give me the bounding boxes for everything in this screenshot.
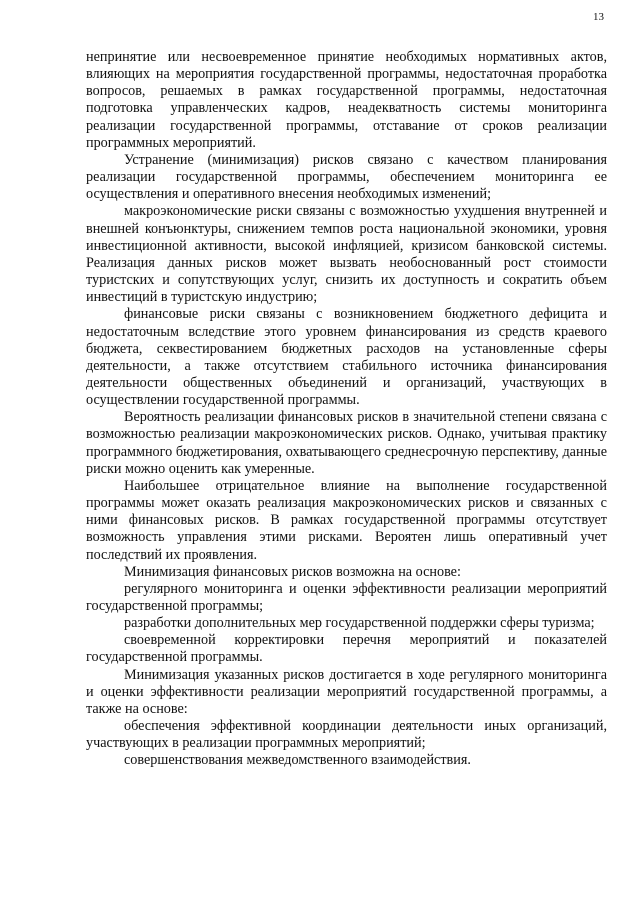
paragraph-macroeconomic-risks: макроэкономические риски связаны с возможностью ухудшения внутренней и внешней конъюнктуры, снижением темпов роста национальной экономики, уровня инвестиционной активности, высокой инфляцией, кризисом банковской системы. Реализация данных рисков может вызвать необоснованный рост стоимости туристских и сопутствующих услуг, снизить их доступность и сократить объем инвестиций в туристскую индустрию; bbox=[86, 203, 607, 306]
paragraph-greatest-negative-impact: Наибольшее отрицательное влияние на выполнение государственной программы может оказать реализация макроэкономических рисков и связанных с ними финансовых рисков. В рамках государственной программы отсутствует возможность управления этими рисками. Вероятен лишь оперативный учет последствий их проявления. bbox=[86, 477, 607, 563]
list-item-monitoring: регулярного мониторинга и оценки эффективности реализации мероприятий государственной программы; bbox=[86, 580, 607, 614]
paragraph-minimization-intro: Минимизация финансовых рисков возможна на основе: bbox=[124, 563, 461, 580]
paragraph-financial-risks: финансовые риски связаны с возникновением бюджетного дефицита и недостаточным вследствие этого уровнем финансирования из средств краевого бюджета, секвестированием бюджетных расходов на установленные сферы деятельности, а также отсутствием стабильного источника финансирования деятельности общественных объединений и организаций, участвующих в осуществлении государственной программы. bbox=[86, 306, 607, 409]
paragraph-risk-mitigation-planning: Устранение (минимизация) рисков связано с качеством планирования реализации государственной программы, обеспечением мониторинга ее осуществления и оперативного внесения необходимых изменений; bbox=[86, 151, 607, 203]
paragraph-continuation: непринятие или несвоевременное принятие необходимых нормативных актов, влияющих на мероприятия государственной программы, недостаточная проработка вопросов, решаемых в рамках государственной программы, недостаточная подготовка управленческих кадров, неадекватность системы мониторинга реализации государственной программы, отставание от сроков реализации программных мероприятий. bbox=[86, 49, 607, 151]
body-text bbox=[86, 49, 607, 770]
list-item-support-measures: разработки дополнительных мер государственной поддержки сферы туризма; bbox=[124, 615, 595, 632]
list-item-interagency-cooperation: совершенствования межведомственного взаимодействия. bbox=[124, 752, 471, 769]
list-item-timely-adjustment: своевременной корректировки перечня мероприятий и показателей государственной программы. bbox=[86, 632, 607, 666]
paragraph-financial-risk-probability: Вероятность реализации финансовых рисков в значительной степени связана с возможностью реализации макроэкономических рисков. Однако, учитывая практику программного бюджетирования, охватывающего среднесрочную перспективу, данные риски можно оценить как умеренные. bbox=[86, 409, 607, 477]
list-item-coordination: обеспечения эффективной координации деятельности иных организаций, участвующих в реализации программных мероприятий; bbox=[86, 718, 607, 752]
paragraph-minimization-achieved: Минимизация указанных рисков достигается в ходе регулярного мониторинга и оценки эффективности реализации мероприятий государственной программы, а также на основе: bbox=[86, 666, 607, 717]
page-number: 13 bbox=[593, 11, 604, 23]
